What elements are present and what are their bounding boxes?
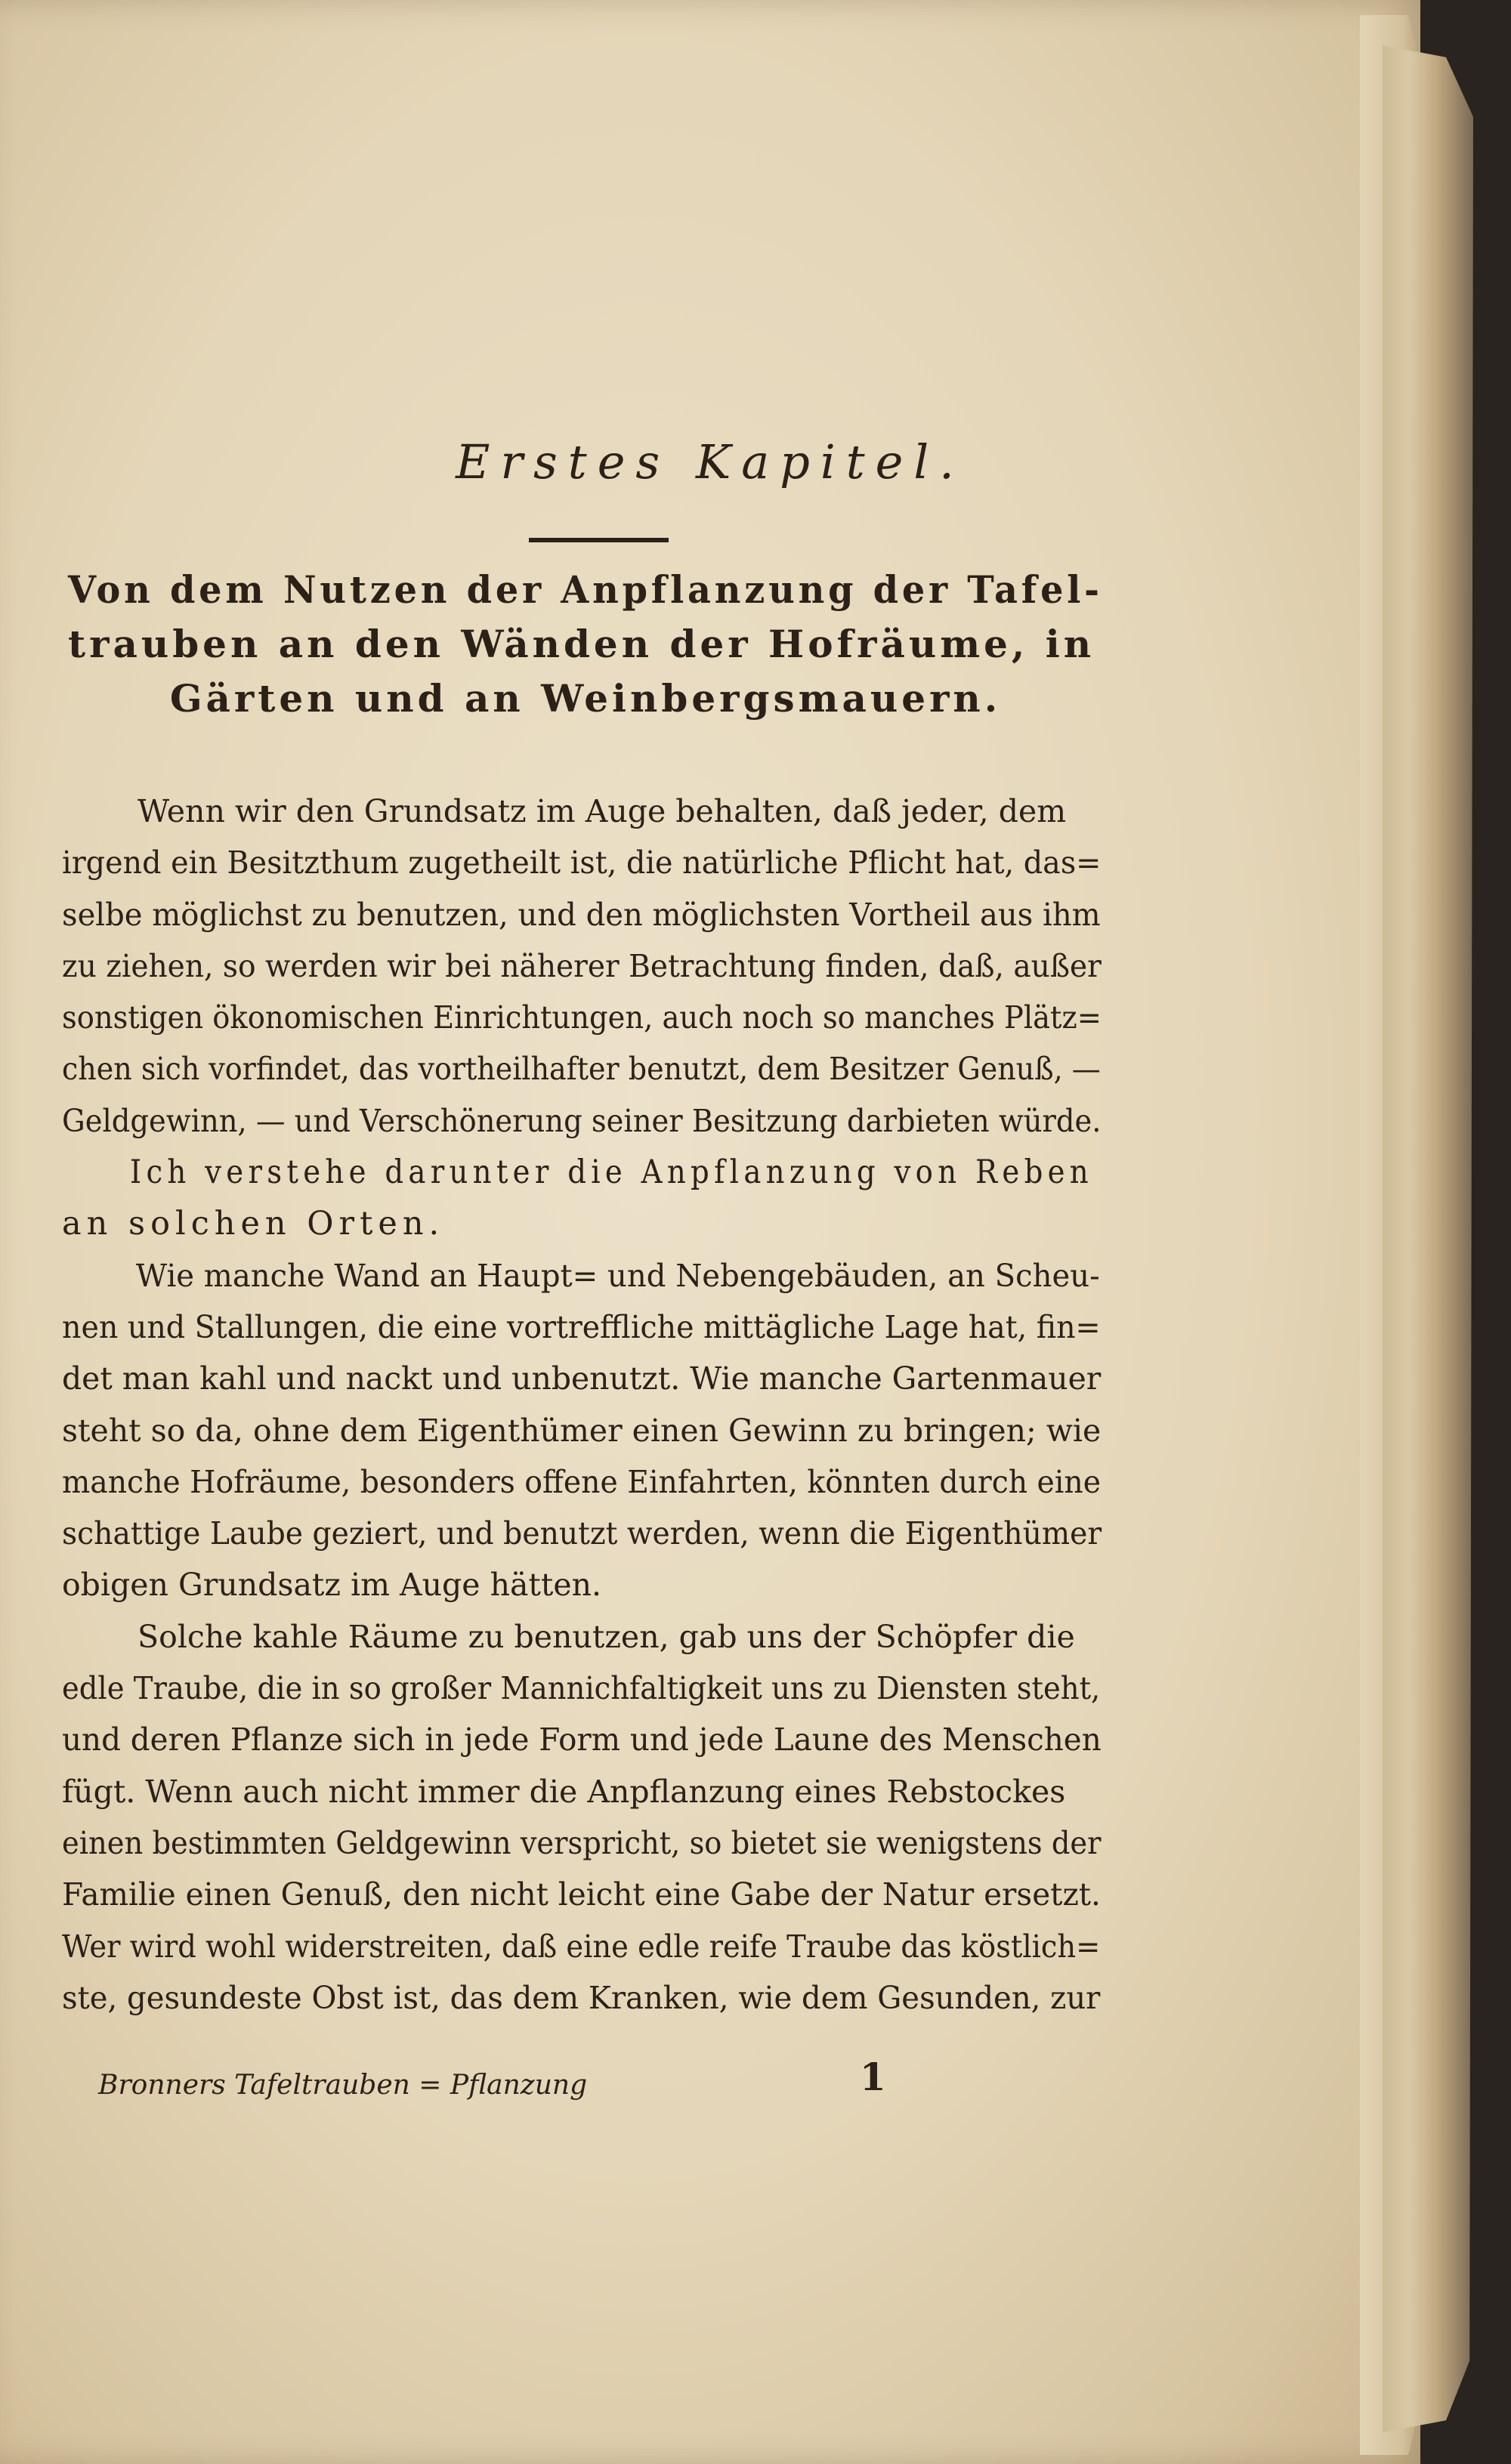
text-line: steht so da, ohne dem Eigenthümer einen Gewinn zu bringen; wie	[62, 1412, 1102, 1449]
text-line: obigen Grundsatz im Auge hätten.	[62, 1567, 602, 1604]
text-line: ste, gesundeste Obst ist, das dem Kranken, wie dem Gesunden, zur	[62, 1979, 1101, 2016]
text-line: fügt. Wenn auch nicht immer die Anpflanzung eines Rebstockes	[62, 1773, 1066, 1810]
heading-line: trauben an den Wänden der Hofräume, in	[68, 622, 1095, 666]
text-line: Wie manche Wand an Haupt= und Nebengebäuden, an Scheu-	[135, 1257, 1100, 1294]
title-rule	[529, 538, 669, 542]
page-number: 1	[860, 2055, 886, 2099]
text-line: manche Hofräume, besonders offene Einfahrten, könnten durch eine	[62, 1463, 1101, 1500]
text-line: Familie einen Genuß, den nicht leicht eine Gabe der Natur ersetzt.	[62, 1876, 1101, 1913]
text-line: schattige Laube geziert, und benutzt werden, wenn die Eigenthümer	[62, 1515, 1102, 1552]
text-line: det man kahl und nackt und unbenutzt. Wie manche Gartenmauer	[62, 1360, 1102, 1397]
chapter-heading	[68, 563, 1103, 726]
text-line: und deren Pflanze sich in jede Form und jede Laune des Menschen	[62, 1721, 1102, 1758]
body-text	[62, 786, 1101, 2024]
text-line: Wenn wir den Grundsatz im Auge behalten, daß jeder, dem	[138, 793, 1067, 829]
text-line: Solche kahle Räume zu benutzen, gab uns der Schöpfer die	[138, 1618, 1075, 1655]
text-line: chen sich vorfindet, das vortheilhafter benutzt, dem Besitzer Genuß, —	[62, 1051, 1101, 1088]
heading-line: Von dem Nutzen der Anpflanzung der Tafel-	[68, 567, 1103, 612]
text-line: Geldgewinn, — und Verschönerung seiner Besitzung darbieten würde.	[62, 1102, 1102, 1139]
heading-line: Gärten und an Weinbergsmauern.	[169, 676, 1002, 721]
text-line: sonstigen ökonomischen Einrichtungen, auch noch so manches Plätz=	[62, 999, 1102, 1036]
chapter-title: Erstes Kapitel.	[456, 434, 965, 489]
text-line: selbe möglichst zu benutzen, und den möglichsten Vortheil aus ihm	[62, 896, 1101, 933]
text-line: einen bestimmten Geldgewinn verspricht, so bietet sie wenigstens der	[62, 1824, 1102, 1861]
text-line: irgend ein Besitzthum zugetheilt ist, die natürliche Pflicht hat, das=	[62, 844, 1102, 882]
signature-mark: Bronners Tafeltrauben = Pflanzung	[98, 2070, 588, 2101]
text-line: zu ziehen, so werden wir bei näherer Betrachtung finden, daß, außer	[62, 947, 1102, 984]
text-line: edle Traube, die in so großer Mannichfaltigkeit uns zu Diensten steht,	[62, 1670, 1101, 1707]
text-line: an solchen Orten.	[62, 1205, 445, 1243]
text-line: Ich verstehe darunter die Anpflanzung von Reben	[129, 1153, 1093, 1192]
text-line: nen und Stallungen, die eine vortreffliche mittägliche Lage hat, fin=	[62, 1308, 1101, 1345]
text-line: Wer wird wohl widerstreiten, daß eine edle reife Traube das köstlich=	[62, 1928, 1101, 1965]
